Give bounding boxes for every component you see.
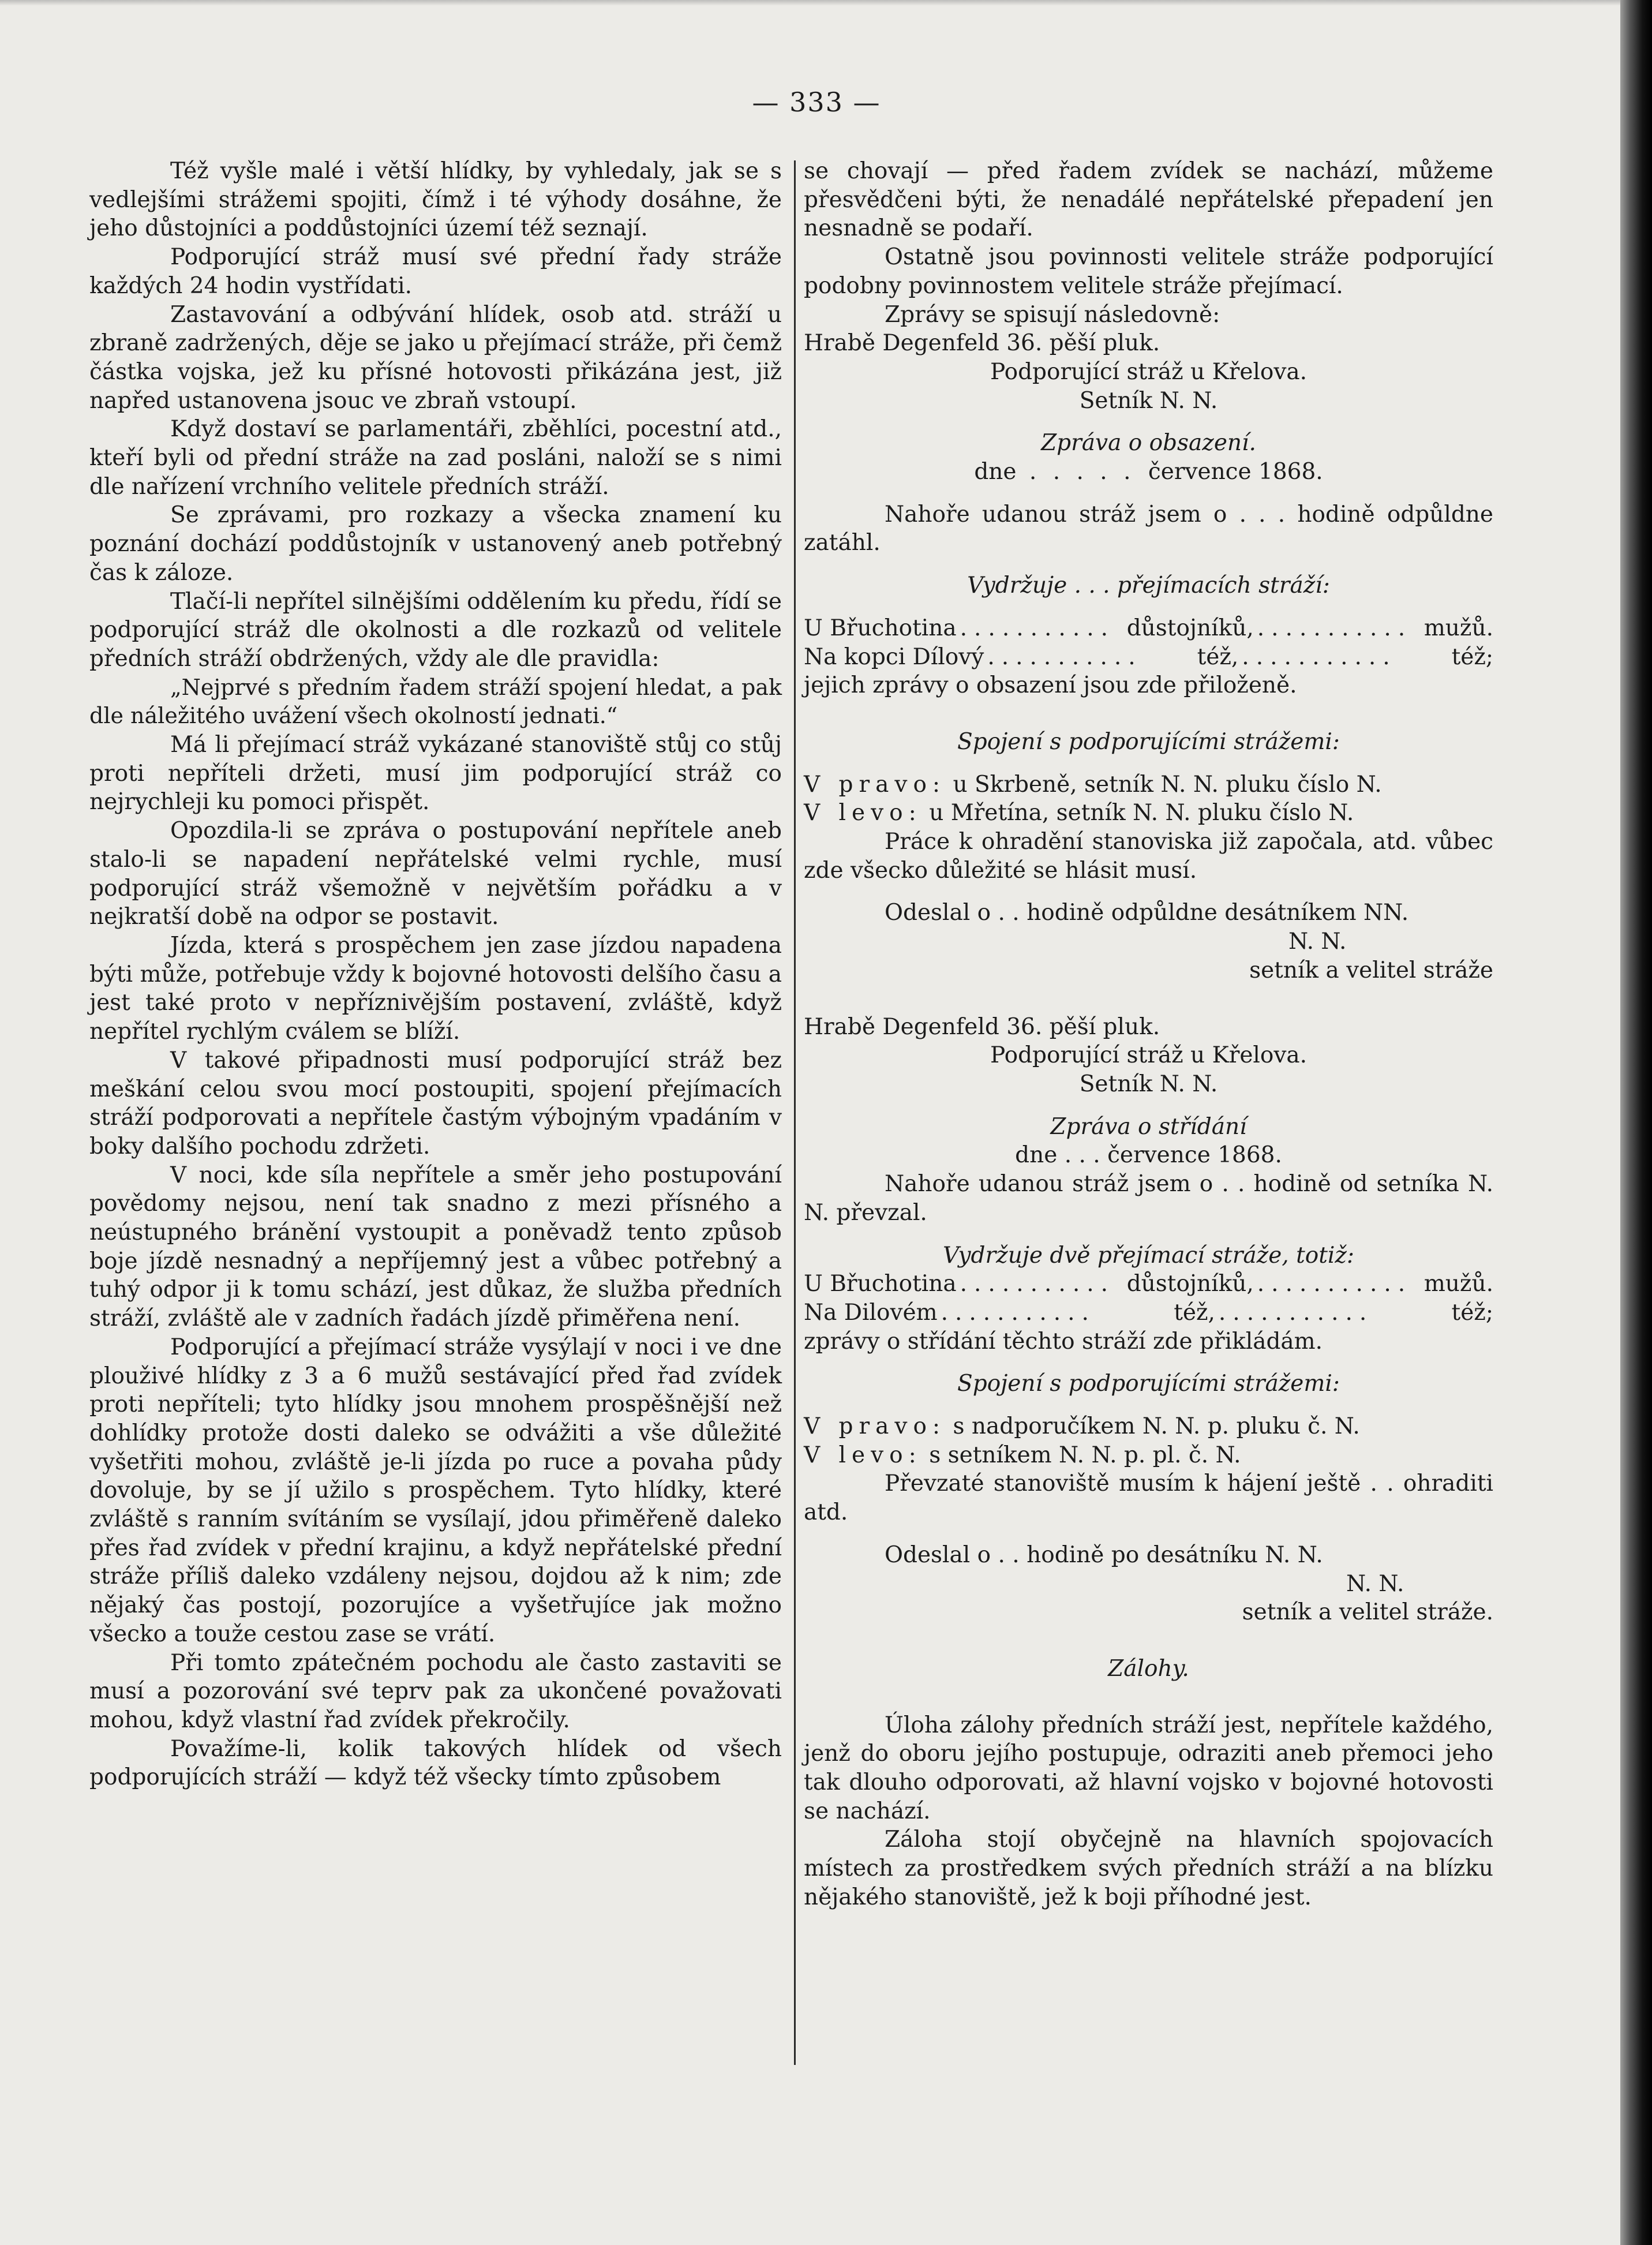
report-work: Převzaté stanoviště musím k hájení ještě . . ohraditi atd. [804,1471,1493,1526]
report-link-left: V levo: u Mřetína, setník N. N. pluku číslo N. [804,800,1354,826]
report-date: dne . . . . . července 1868. [974,459,1323,485]
right-column [804,157,1493,1912]
report-work: Práce k ohradění stanoviska již započala, atd. vůbec zde všecko důležité se hlásit musí. [804,829,1493,884]
report-sign-name: N. N. [1346,1570,1404,1597]
paragraph: Záloha stojí obyčejně na hlavních spojovacích místech za prostředkem svých předních stráží a na blízku nějakého stanoviště, jež k boji příhodné jest. [804,1827,1493,1910]
left-column [89,157,782,1792]
column-divider [794,160,796,2065]
book-spine-shadow [1620,0,1652,2245]
paragraph: Opozdila-li se zpráva o postupování nepřítele aneb stalo-li se napadení nepřátelské velmi rychle, musí podporující stráž všemožně v největším pořádku a v nejkratší době na odpor se postavit. [89,818,782,930]
report-date: dne . . . července 1868. [1015,1142,1282,1169]
report-sent: Odeslal o . . hodině odpůldne desátníkem NN. [885,900,1409,926]
report-row-note: jejich zprávy o obsazení jsou zde přiloženě. [804,672,1297,699]
paragraph: Zastavování a odbývání hlídek, osob atd. stráží u zbraně zadržených, děje se jako u přejímací stráže, při čemž částka vojska, jež ku přísné hotovosti přikázána jest, již napřed ustanovena jsouc ve zbraň vstoupí. [89,301,782,414]
report-regiment: Hrabě Degenfeld 36. pěší pluk. [804,1013,1160,1040]
paragraph: Též vyšle malé i větší hlídky, by vyhledaly, jak se s vedlejšími strážemi spojiti, čímž i té výhody dosáhne, že jeho důstojníci a poddůstojníci území též seznají. [89,158,782,242]
paragraph: V noci, kde síla nepřítele a směr jeho postupování povědomy nejsou, není tak snadno z mezi přísného a neústupného bránění vystoupit a poněvadž tento způsob boje jízdě nesnadný a nepříjemný jest a vůbec potřebný a tuhý odpor ji k tomu schází, jest důkaz, že služba předních stráží, zvláště ale v zadních řadách jízdě přiměřena není. [89,1162,782,1332]
report-unit: Podporující stráž u Křelova. [990,1042,1308,1069]
paragraph: Úloha zálohy předních stráží jest, nepřítele každého, jenž do oboru jejího postupuje, odraziti aneb přemoci jeho tak dlouho odporovati, až hlavní vojsko v bojovné hotovosti se nachází. [804,1712,1493,1824]
report-row-note: zprávy o střídání těchto stráží zde přikládám. [804,1328,1323,1355]
paragraph: Podporující a přejímací stráže vysýlají v noci i ve dne plouživé hlídky z 3 a 6 mužů sestávající před řad zvídek proti nepříteli; tyto hlídky jsou mnohem prospěšnější než dohlídky protože dosti daleko se odvážiti a vše důležité vyšetřiti mohou, zvláště je-li jízda po ruce a povaha půdy dovoluje, by se jí užilo s prospěchem. Tyto hlídky, které zvláště s ranním svítáním se vysílají, jdou přiměřeně daleko přes řad zvídek v přední krajinu, a když nepřátelské přední stráže příliš daleko vzdáleny nejsou, dojdou až k nim; zde nějaký čas postojí, pozorujíce a vyšetřujíce jak možno všecko a touže cestou zase se vrátí. [89,1334,782,1647]
paragraph: Považíme-li, kolik takových hlídek od všech podporujících stráží — když též všecky tímto způsobem [89,1735,782,1791]
paragraph: Podporující stráž musí své přední řady stráže každých 24 hodin vystřídati. [89,244,782,299]
paragraph: se chovají — před řadem zvídek se nachází, můžeme přesvědčeni býti, že nenadálé nepřátelské přepadení jen nesnadně se podaří. [804,158,1493,242]
paragraph: Zprávy se spisují následovně: [885,301,1220,328]
report-officer: Setník N. N. [1079,1071,1218,1097]
report-sign-title: setník a velitel stráže. [1242,1599,1493,1626]
report-officer: Setník N. N. [1079,387,1218,414]
paragraph: Má li přejímací stráž vykázané stanoviště stůj co stůj proti nepříteli držeti, musí jim podporující stráž co nejrychleji ku pomoci přispět. [89,732,782,815]
report-regiment: Hrabě Degenfeld 36. pěší pluk. [804,330,1160,357]
report-title: Zpráva o střídání [1050,1113,1247,1140]
report-link-right: V pravo: u Skrbeně, setník N. N. pluku číslo N. [804,771,1382,798]
report-link-left: V levo: s setníkem N. N. p. pl. č. N. [804,1442,1241,1468]
page-top-edge [0,0,1652,6]
report-row: Na Dilovém ........... též, ........... též; [804,1299,1493,1326]
report-title: Zpráva o obsazení. [1041,430,1256,457]
page-number: — 333 — [752,87,881,118]
report-sign-name: N. N. [1288,929,1347,955]
paragraph: Tlačí-li nepřítel silnějšími oddělením ku předu, řídí se podporující stráž dle okolnosti a dle rozkazů od velitele předních stráží obdržených, vždy ale dle pravidla: [89,588,782,672]
report-text: Nahoře udanou stráž jsem o . . hodině od setníka N. N. převzal. [804,1171,1493,1226]
report-holds-title: Vydržuje . . . přejímacích stráží: [967,573,1330,599]
report-row: Na kopci Dílový ........... též, ........... též; [804,643,1494,670]
report-links-title: Spojení s podporujícími strážemi: [957,1371,1340,1397]
report-occupation [804,329,1493,985]
report-link-right: V pravo: s nadporučíkem N. N. p. pluku č. N. [804,1413,1360,1440]
paragraph: Ostatně jsou povinnosti velitele stráže podporující podobny povinnostem velitele stráže přejímací. [804,244,1493,299]
report-links-title: Spojení s podporujícími strážemi: [957,728,1340,755]
paragraph: Jízda, která s prospěchem jen zase jízdou napadena býti může, potřebuje vždy k bojovné hotovosti delšího času a jest také proto v nepříznivějším postavení, zvláště, když nepřítel rychlým cválem se blíží. [89,932,782,1045]
report-unit: Podporující stráž u Křelova. [990,358,1308,385]
report-row: U Břuchotina ........... důstojníků, ........... mužů. [804,1271,1493,1297]
report-sent: Odeslal o . . hodině po desátníku N. N. [885,1541,1323,1568]
paragraph: V takové připadnosti musí podporující stráž bez meškání celou svou mocí postoupiti, spojení přejímacích stráží podporovati a nepřítele častým výbojným vpadáním v boky dalšího pochodu zdržeti. [89,1047,782,1159]
report-holds-title: Vydržuje dvě přejímací stráže, totiž: [942,1242,1355,1269]
report-relief [804,1013,1493,1627]
report-text: Nahoře udanou stráž jsem o . . . hodině odpůldne zatáhl. [804,501,1493,556]
quoted-rule: „Nejprvé s předním řadem stráží spojení hledat, a pak dle náležitého uvážení všech okolností jednati.“ [89,674,782,729]
section-title: Zálohy. [1108,1655,1189,1682]
paragraph: Když dostaví se parlamentáři, zběhlíci, pocestní atd., kteří byli od přední stráže na zad posláni, naloží se s nimi dle nařízení vrchního velitele předních stráží. [89,416,782,500]
report-sign-title: setník a velitel stráže [1249,957,1493,983]
report-row: U Břuchotina ........... důstojníků, ........... mužů. [804,615,1493,641]
paragraph: Při tomto zpátečném pochodu ale často zastaviti se musí a pozorování své teprv pak za ukončené považovati mohou, když vlastní řad zvídek překročily. [89,1649,782,1733]
paragraph: Se zprávami, pro rozkazy a všecka znamení ku poznání dochází poddůstojník v ustanovený aneb potřebný čas k záloze. [89,502,782,586]
